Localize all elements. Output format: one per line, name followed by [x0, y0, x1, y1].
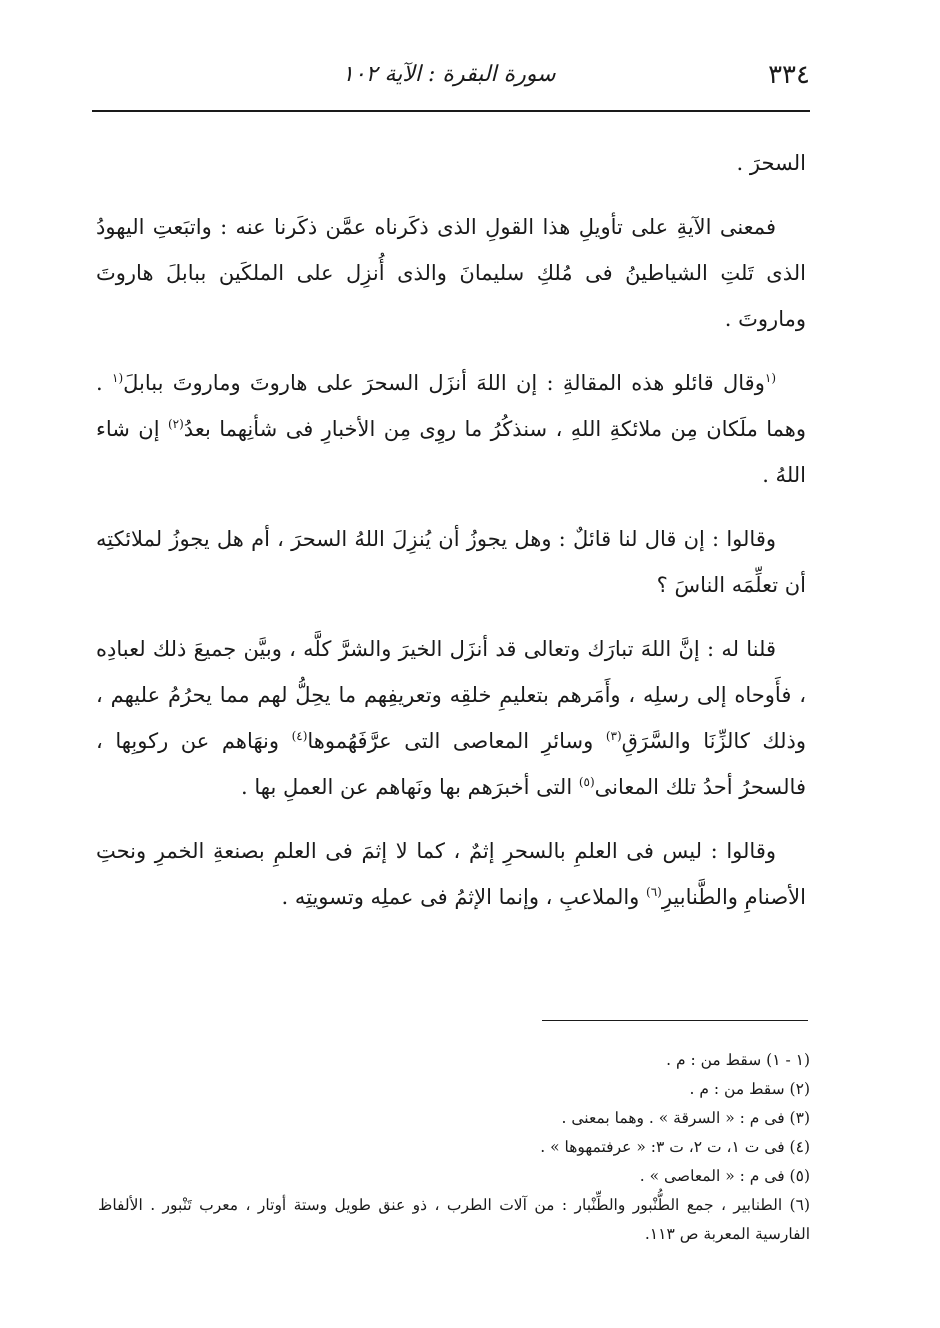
footnote-1: (١ - ١) سقط من : م . [666, 1051, 810, 1069]
footnote-ref-4: (٤) [291, 729, 308, 743]
footnote-ref-1-open: (١ [764, 371, 776, 385]
footnote-rule [542, 1020, 808, 1021]
paragraph-5-part-a: وقالوا : ليس فى العلمِ بالسحرِ إثمٌ ، كما لا إثمَ فى العلمِ بصنعةِ الخمرِ ونحتِ الأصنامِ والطَّنابيرِ [96, 839, 806, 909]
footnote-ref-2: (٢) [167, 417, 184, 431]
running-title: سورة البقرة : الآية ١٠٢ [342, 62, 556, 87]
paragraph-5 [96, 828, 806, 920]
paragraph-4-part-a: قلنا له : إنَّ اللهَ تبارَك وتعالى قد أنزَل الخيرَ والشرَّ كلَّه ، وبيَّن جميعَ ذلك لعبادِه ، فأَوحاه إلى رسلِه ، وأَمَرهم بتعليمِ خلقِه وتعريفِهم ما يحِلُّ لهم مما يحرُمُ عليهم ، وذلك كالزِّنَا والسَّرَقِ [96, 637, 806, 753]
footnote-2: (٢) سقط من : م . [689, 1080, 810, 1098]
paragraph-4 [96, 626, 806, 810]
footnote-5: (٥) فى م : « المعاصى » . [639, 1167, 810, 1185]
paragraph-1: فمعنى الآيةِ على تأويلِ هذا القولِ الذى ذكَرناه عمَّن ذكَرنا عنه : واتبَعتِ اليهودُ الذى تَلتِ الشياطينُ فى مُلكِ سليمانَ والذى أُنزِل على الملكَين ببابلَ هاروتَ وماروتَ . [96, 215, 806, 331]
footnote-6: (٦) الطنابير ، جمع الطُّنْبور والطِّنْبار : من آلات الطرب ، ذو عنق طويل وستة أوتار ، معرب تَنْبور . الألفاظ الفارسية المعربة ص ١١٣. [98, 1196, 810, 1243]
page-header [92, 56, 810, 102]
paragraph-4-part-c: ونهَاهم عن ركوبِها ، فالسحرُ أحدُ تلك المعانى [96, 729, 806, 799]
paragraph-4-part-d: التى أخبرَهم بها ونَهاهم عن العملِ بها . [241, 775, 579, 799]
paragraph-2-part-c: إن شاء اللهُ . [96, 417, 806, 487]
paragraph-2 [96, 360, 806, 498]
footnote-ref-1-close: (١ [111, 371, 124, 385]
paragraph-2-part-b: . وهما ملَكان مِن ملائكةِ اللهِ ، سنذكُرُ ما روِى مِن الأخبارِ فى شأنِهما بعدُ [96, 371, 806, 441]
paragraph-3: وقالوا : إن قال لنا قائلٌ : وهل يجوزُ أن يُنزِلَ اللهُ السحرَ ، أم هل يجوزُ لملائكتِه أن تعلِّمَه الناسَ ؟ [96, 527, 806, 597]
footnote-3: (٣) فى م : « السرقة » . وهما بمعنى . [561, 1109, 810, 1127]
footnote-ref-6: (٦) [646, 885, 662, 899]
footnotes [98, 1046, 810, 1249]
footnote-ref-3: (٣) [605, 729, 622, 743]
paragraph-5-part-b: والملاعبِ ، وإنما الإثمُ فى عملِه وتسويتِه . [281, 885, 646, 909]
paragraph-2-part-a: وقال قائلو هذه المقالةِ : إن اللهَ أنزَل السحرَ على هاروتَ وماروتَ ببابلَ [123, 371, 765, 395]
paragraph-4-part-b: وسائرِ المعاصى التى عرَّفَهُموها [307, 729, 606, 753]
paragraph-0: السحرَ . [736, 151, 806, 175]
footnote-4: (٤) فى ت ١، ت ٢، ت ٣: « عرفتمهوها » . [540, 1138, 810, 1156]
header-rule [92, 110, 810, 112]
main-text [96, 140, 806, 938]
page-number: ٣٣٤ [768, 60, 810, 90]
footnote-ref-5: (٥) [578, 775, 595, 789]
